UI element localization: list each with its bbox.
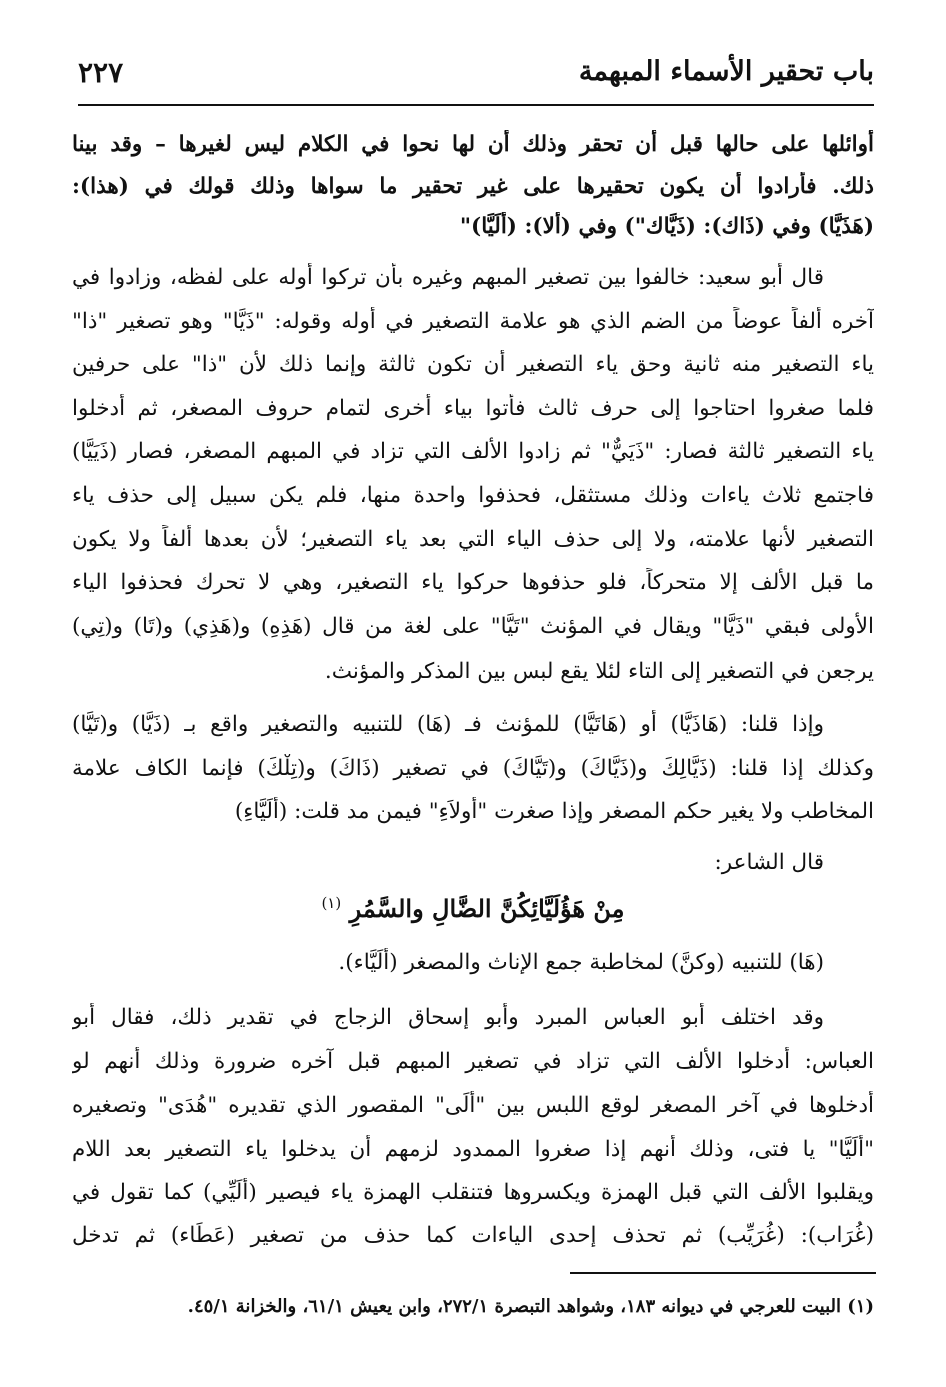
body-line: وكذلك إذا قلنا: (ذَيَّالِكَ و(ذَيَّاكَ) و(تَيَّاكَ) في تصغير (ذَاكَ) و(تِلْكَ) فإنما الكاف علامة — [72, 756, 874, 781]
verse-text: مِنْ هَؤُلَيَّائِكُنَّ الضَّالِ والسَّمُرِ — [349, 894, 625, 923]
body-line: (هَا) للتنبيه (وكنَّ) لمخاطبة جمع الإناث والمصغر (أُلَيَّاء). — [338, 950, 824, 975]
body-line: التصغير لأنها علامته، ولا إلى حذف الياء التي بعد ياء التصغير؛ لأن بعدها ألفاً ولا يكون — [72, 527, 874, 552]
body-line: (هَذَيَّا) وفي (ذَاك): (ذَيَّاك") وفي (ألا): (أُلَيَّا)" — [459, 214, 874, 239]
body-line: العباس: أدخلوا الألف التي تزاد في تصغير المبهم قبل آخره ضرورة وذلك أنهم لو — [72, 1049, 874, 1074]
body-line: قال أبو سعيد: خالفوا بين تصغير المبهم وغيره بأن تركوا أوله على لفظه، وزادوا في — [72, 265, 824, 290]
body-line: المخاطب ولا يغير حكم المصغر وإذا صغرت "أُولاَءِ" فيمن مد قلت: (أُلَيَّاءِ) — [234, 799, 874, 824]
body-line: الأولى فبقي "ذَيَّا" ويقال في المؤنث "تَيَّا" على لغة من قال (هَذِهِ) و(هَذِي) و(تَا) و(تِي) — [72, 614, 874, 639]
page-header — [78, 48, 874, 106]
footnote: (١) البيت للعرجي في ديوانه ١٨٣، وشواهد التبصرة ٢٧٢/١، وابن يعيش ٦١/١، والخزانة ٤٥/١. — [187, 1296, 874, 1317]
running-title: باب تحقير الأسماء المبهمة — [578, 56, 874, 87]
body-line: ما قبل الألف إلا متحركاً، فلو حذفوها حركوا ياء التصغير، وهي لا تحرك فحذفوا الياء — [72, 570, 874, 595]
body-line: ياء التصغير منه ثانية وحق ياء التصغير أن تكون ثالثة وإنما ذلك لأن "ذا" على حرفين — [72, 352, 874, 377]
body-line: أوائلها على حالها قبل أن تحقر وذلك أن لها نحوا في الكلام ليس لغيرها – وقد بينا — [72, 132, 874, 157]
body-line: فلما صغروا احتاجوا إلى حرف ثالث فأتوا بياء أخرى لتمام حروف المصغر، ثم أدخلوا — [72, 396, 874, 421]
body-line: وإذا قلنا: (هَاذَيَّا) أو (هَاتَيَّا) للمؤنث فـ (هَا) للتنبيه والتصغير واقع بـ (ذَيَّا) و(تَيَّا) — [72, 712, 824, 737]
page-number: ٢٢٧ — [78, 56, 124, 89]
body-line: (غُرَاب): (غُرَيِّب) ثم تحذف إحدى الياءات كما حذف من تصغير (عَطَاء) ثم تدخل — [72, 1223, 874, 1248]
footnote-marker: (١) — [321, 894, 342, 912]
footnote-separator — [570, 1272, 876, 1274]
body-line: فاجتمع ثلاث ياءات وذلك مستثقل، فحذفوا واحدة منها، فلم يكن سبيل إلى حذف ياء — [72, 483, 874, 508]
body-line: آخره ألفاً عوضاً من الضم الذي هو علامة التصغير في أوله وقوله: "ذَيَّا" وهو تصغير "ذا" — [72, 309, 874, 334]
poetry-verse — [72, 894, 874, 934]
body-line: وقد اختلف أبو العباس المبرد وأبو إسحاق الزجاج في تقدير ذلك، فقال أبو — [72, 1005, 824, 1030]
body-line: ياء التصغير ثالثة فصار: "ذَيَيٌّ" ثم زادوا الألف التي تزاد في المبهم المصغر، فصار (ذَيَيَّا) — [72, 439, 874, 464]
body-line: قال الشاعر: — [714, 850, 824, 875]
body-line: "أُلَيَّا" يا فتى، وذلك أنهم إذا صغروا الممدود لزمهم أن يدخلوا ياء التصغير بعد اللام — [72, 1137, 874, 1162]
body-line: ويقلبوا الألف التي قبل الهمزة ويكسروها فتنقلب الهمزة ياء فيصير (أُلَيِّي) كما تقول في — [72, 1180, 874, 1205]
body-line: ذلك. فأرادوا أن يكون تحقيرها على غير تحقير ما سواها وذلك قولك في (هذا): — [72, 174, 874, 199]
body-line: يرجعن في التصغير إلى التاء لئلا يقع لبس بين المذكر والمؤنث. — [324, 659, 874, 684]
body-line: أدخلوها في آخر المصغر لوقع اللبس بين "أُلَى" المقصور الذي تقديره "هُدَى" وتصغيره — [72, 1093, 874, 1118]
